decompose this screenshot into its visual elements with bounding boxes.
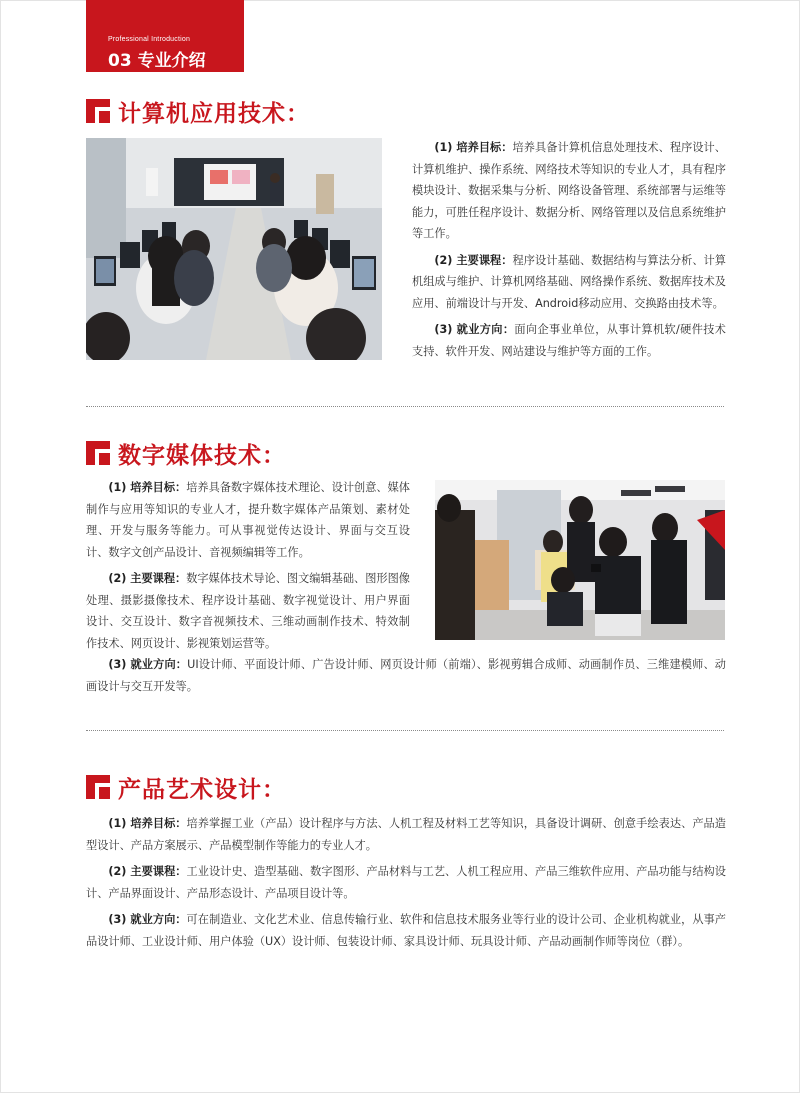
section-title-text: 产品艺术设计： [118,776,286,803]
header-chinese-title: 03 专业介绍 [108,51,206,71]
section-title-computer [86,96,310,126]
photography-class-photo [435,480,725,640]
corner-bracket-icon [86,441,110,465]
courses-label: (2) 主要课程： [108,572,187,585]
career-label: (3) 就业方向： [434,323,515,336]
section-title-text: 数字媒体技术： [118,442,286,469]
corner-bracket-icon [86,99,110,123]
career-label: (3) 就业方向： [108,658,188,671]
corner-bracket-icon [86,775,110,799]
computer-lab-photo [86,138,382,360]
goal-text: 培养具备数字媒体技术理论、设计创意、媒体制作与应用等知识的专业人才，提升数字媒体产品策划、素材处理、开发与服务等能力。可从事视觉传达设计、界面与交互设计、数字文创产品设计、音视频编辑等工作。 [86,481,410,559]
digital-media-description [86,477,410,659]
goal-label: (1) 培养目标： [434,141,513,154]
career-text: 面向企事业单位，从事计算机软/硬件技术支持、软件开发、网站建设与维护等方面的工作。 [412,323,726,358]
courses-text: 程序设计基础、数据结构与算法分析、计算机组成与维护、计算机网络基础、网络操作系统、数据库技术及应用、前端设计与开发、Android移动应用、交换路由技术等。 [412,253,726,310]
section-divider [86,730,724,731]
courses-label: (2) 主要课程： [108,865,187,878]
goal-label: (1) 培养目标： [108,481,187,494]
goal-text: 培养具备计算机信息处理技术、程序设计、计算机维护、操作系统、网络技术等知识的专业人才，具有程序模块设计、数据采集与分析、网络设备管理、系统部署与运维等能力，可胜任程序设计、数据分析、网络管理以及信息系统维护等工作。 [412,141,726,240]
career-text: 可在制造业、文化艺术业、信息传输行业、软件和信息技术服务业等行业的设计公司、企业机构就业，从事产品设计师、工业设计师、用户体验（UX）设计师、包装设计师、家具设计师、玩具设计师、产品动画制作师等岗位（群）。 [86,913,726,948]
section-title-text: 计算机应用技术： [118,100,310,127]
courses-text: 数字媒体技术导论、图文编辑基础、图形图像处理、摄影摄像技术、程序设计基础、数字视觉设计、用户界面设计、交互设计、数字音视频技术、三维动画制作技术、特效制作技术、网页设计、影视策划运营等。 [86,572,410,650]
section-header-badge [86,0,244,72]
section-title-digital-media [86,438,286,468]
computer-description [412,137,726,367]
courses-text: 工业设计史、造型基础、数字图形、产品材料与工艺、人机工程应用、产品三维软件应用、产品功能与结构设计、产品界面设计、产品形态设计、产品项目设计等。 [86,865,726,900]
product-design-description [86,813,726,957]
career-text: UI设计师、平面设计师、广告设计师、网页设计师（前端）、影视剪辑合成师、动画制作员、三维建模师、动画设计与交互开发等。 [86,658,726,693]
section-divider [86,406,724,407]
section-title-product-design [86,772,286,802]
goal-text: 培养掌握工业（产品）设计程序与方法、人机工程及材料工艺等知识，具备设计调研、创意手绘表达、产品造型设计、产品方案展示、产品模型制作等能力的专业人才。 [86,817,726,852]
digital-media-career [86,654,726,702]
goal-label: (1) 培养目标： [108,817,187,830]
header-english-title: Professional Introduction [108,36,191,43]
career-label: (3) 就业方向： [108,913,187,926]
courses-label: (2) 主要课程： [434,253,513,267]
